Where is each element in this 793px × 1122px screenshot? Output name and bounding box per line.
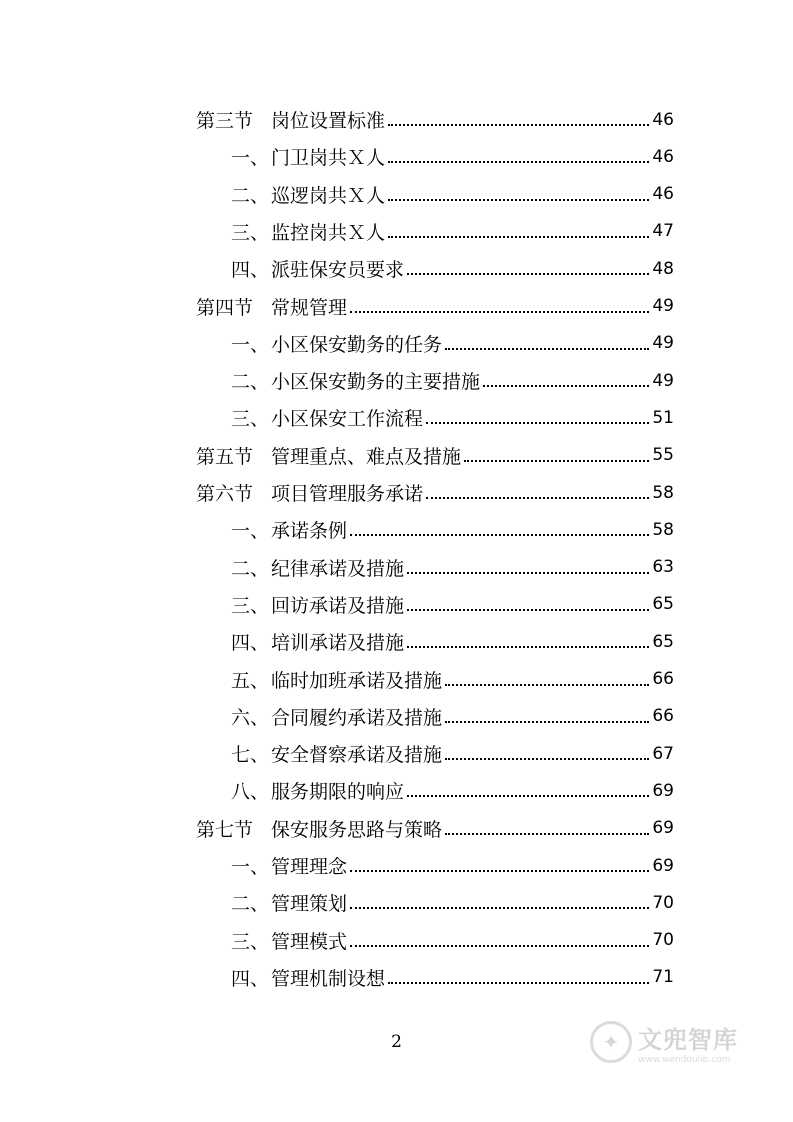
- toc-entry-page: 65: [652, 594, 674, 615]
- toc-entry-title: 派驻保安员要求: [271, 259, 405, 282]
- toc-entry-number: 一、: [231, 856, 270, 878]
- toc-entry-number: 一、: [231, 520, 270, 543]
- toc-subsection-entry: [231, 661, 674, 698]
- toc-subsection-entry: [231, 549, 674, 586]
- watermark-url: www.wendoulib.com: [638, 1054, 731, 1065]
- toc-entry-page: 58: [652, 519, 674, 540]
- toc-entry-page: 70: [652, 892, 674, 913]
- toc-subsection-entry: [231, 623, 674, 660]
- toc-dot-leader: [445, 757, 649, 760]
- toc-dot-leader: [445, 832, 649, 835]
- toc-section-entry: [196, 288, 674, 325]
- toc-entry-title: 项目管理服务承诺: [271, 483, 424, 505]
- toc-section-entry: [196, 101, 674, 138]
- toc-dot-leader: [407, 608, 649, 611]
- toc-entry-page: 46: [652, 146, 674, 167]
- toc-subsection-entry: [231, 735, 674, 772]
- toc-entry-page: 69: [652, 780, 674, 801]
- toc-entry-title: 临时加班承诺及措施: [271, 669, 443, 692]
- toc-dot-leader: [445, 720, 649, 723]
- toc-entry-number: 三、: [231, 408, 270, 431]
- toc-dot-leader: [407, 645, 649, 648]
- toc-entry-page: 66: [652, 706, 674, 727]
- toc-subsection-entry: [231, 922, 674, 959]
- toc-subsection-entry: [231, 959, 674, 996]
- toc-entry-page: 70: [652, 930, 674, 951]
- toc-entry-title: 岗位设置标准: [271, 110, 386, 132]
- toc-subsection-entry: [231, 176, 674, 213]
- toc-entry-page: 67: [652, 743, 674, 764]
- toc-dot-leader: [388, 160, 649, 163]
- toc-entry-number: 第四节: [196, 296, 254, 319]
- toc-entry-title: 巡逻岗共Ｘ人: [271, 184, 386, 207]
- toc-entry-title: 管理理念: [271, 856, 348, 878]
- toc-entry-page: 49: [652, 370, 674, 391]
- toc-subsection-entry: [231, 362, 674, 399]
- toc-subsection-entry: [231, 138, 674, 175]
- toc-entry-title: 管理机制设想: [271, 967, 386, 990]
- toc-dot-leader: [407, 571, 649, 574]
- toc-subsection-entry: [231, 698, 674, 735]
- toc-entry-title: 小区保安勤务的任务: [271, 333, 443, 356]
- toc-dot-leader: [350, 310, 649, 313]
- toc-entry-title: 安全督察承诺及措施: [271, 744, 443, 767]
- toc-dot-leader: [426, 421, 649, 424]
- toc-subsection-entry: [231, 511, 674, 548]
- toc-dot-leader: [445, 683, 649, 686]
- toc-dot-leader: [407, 272, 649, 275]
- toc-entry-number: 七、: [231, 744, 270, 767]
- toc-dot-leader: [388, 198, 649, 201]
- toc-entry-title: 承诺条例: [271, 520, 348, 543]
- toc-entry-number: 八、: [231, 781, 270, 804]
- toc-entry-number: 第三节: [196, 110, 254, 132]
- toc-subsection-entry: [231, 847, 674, 884]
- toc-entry-page: 46: [652, 184, 674, 205]
- toc-entry-title: 小区保安勤务的主要措施: [271, 371, 481, 394]
- toc-entry-number: 三、: [231, 221, 270, 244]
- toc-entry-title: 管理重点、难点及措施: [271, 445, 462, 468]
- toc-section-entry: [196, 810, 674, 847]
- toc-entry-number: 四、: [231, 632, 270, 655]
- toc-entry-number: 四、: [231, 967, 270, 990]
- toc-dot-leader: [445, 347, 649, 350]
- toc-entry-page: 48: [652, 258, 674, 279]
- toc-subsection-entry: [231, 213, 674, 250]
- toc-dot-leader: [388, 235, 649, 238]
- toc-entry-number: 第六节: [196, 483, 254, 505]
- toc-entry-page: 51: [652, 407, 674, 428]
- toc-entry-title: 保安服务思路与策略: [271, 818, 443, 841]
- toc-entry-title: 常规管理: [271, 296, 348, 319]
- toc-subsection-entry: [231, 586, 674, 623]
- toc-entry-number: 二、: [231, 371, 270, 394]
- toc-subsection-entry: [231, 772, 674, 809]
- page-number: 2: [391, 1032, 402, 1052]
- toc-dot-leader: [388, 123, 649, 126]
- toc-entry-page: 55: [652, 445, 674, 466]
- toc-entry-page: 71: [652, 967, 674, 988]
- toc-entry-title: 服务期限的响应: [271, 781, 405, 804]
- toc-entry-title: 合同履约承诺及措施: [271, 706, 443, 729]
- toc-entry-page: 65: [652, 631, 674, 652]
- toc-entry-number: 第七节: [196, 818, 254, 841]
- toc-dot-leader: [464, 459, 649, 462]
- toc-entry-number: 二、: [231, 893, 270, 916]
- toc-entry-number: 一、: [231, 147, 270, 170]
- toc-dot-leader: [350, 533, 649, 536]
- toc-section-entry: [196, 474, 674, 511]
- watermark-brand: 文兜智库: [638, 1025, 738, 1054]
- toc-dot-leader: [350, 869, 649, 872]
- toc-entry-number: 六、: [231, 706, 270, 729]
- toc-subsection-entry: [231, 884, 674, 921]
- toc-entry-page: 66: [652, 669, 674, 689]
- toc-dot-leader: [407, 794, 649, 797]
- toc-entry-title: 监控岗共Ｘ人: [271, 221, 386, 244]
- toc-entry-number: 四、: [231, 259, 270, 282]
- toc-entry-page: 47: [652, 221, 674, 242]
- toc-subsection-entry: [231, 250, 674, 287]
- toc-subsection-entry: [231, 325, 674, 362]
- toc-entry-number: 第五节: [196, 445, 254, 468]
- toc-entry-number: 五、: [231, 669, 270, 692]
- toc-subsection-entry: [231, 399, 674, 436]
- toc-entry-page: 58: [652, 482, 674, 503]
- toc-dot-leader: [388, 981, 649, 984]
- toc-entry-number: 三、: [231, 594, 270, 617]
- toc-entry-title: 管理策划: [271, 893, 348, 916]
- toc-entry-page: 63: [652, 557, 674, 578]
- toc-dot-leader: [350, 906, 649, 909]
- toc-entry-page: 69: [652, 818, 674, 839]
- toc-section-entry: [196, 437, 674, 474]
- toc-entry-number: 三、: [231, 930, 270, 953]
- toc-entry-number: 一、: [231, 333, 270, 356]
- toc-dot-leader: [426, 496, 649, 499]
- toc-entry-title: 门卫岗共Ｘ人: [271, 147, 386, 170]
- toc-dot-leader: [350, 944, 649, 947]
- toc-entry-title: 小区保安工作流程: [271, 408, 424, 431]
- watermark: [590, 1012, 765, 1072]
- toc-entry-number: 二、: [231, 557, 270, 580]
- toc-entry-page: 49: [652, 296, 674, 316]
- toc-entry-title: 回访承诺及措施: [271, 594, 405, 617]
- toc-entry-title: 管理模式: [271, 930, 348, 953]
- toc-entry-title: 培训承诺及措施: [271, 632, 405, 655]
- toc-entry-page: 49: [652, 333, 674, 354]
- toc-entry-title: 纪律承诺及措施: [271, 557, 405, 580]
- toc-entry-page: 69: [652, 855, 674, 876]
- toc-entry-page: 46: [652, 109, 674, 130]
- toc-dot-leader: [483, 384, 649, 387]
- toc-entry-number: 二、: [231, 184, 270, 207]
- watermark-logo-icon: ✦: [590, 1021, 632, 1063]
